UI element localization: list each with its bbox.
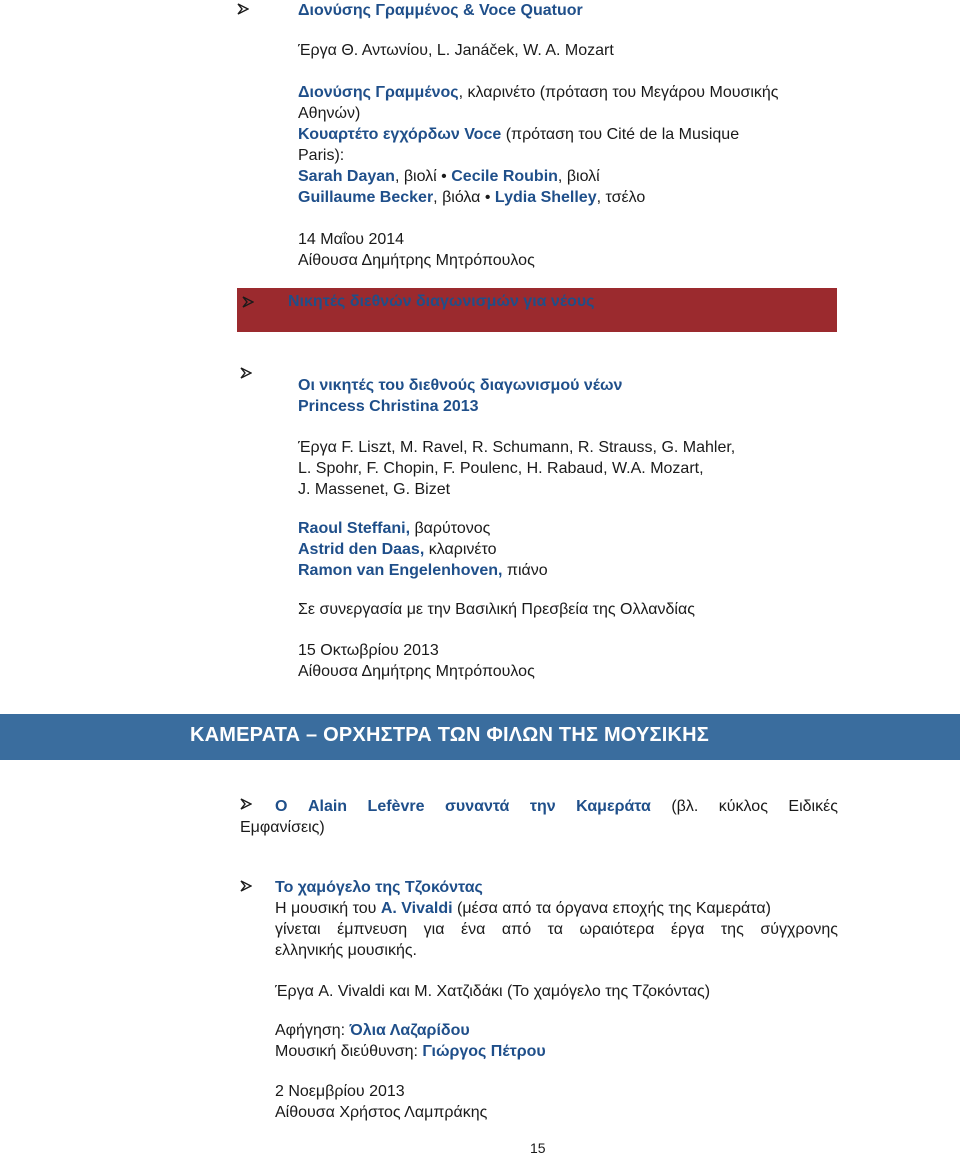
bullet-arrow-icon — [237, 3, 249, 15]
banner-red-title: Νικητές διεθνών διαγωνισμών για νέους — [288, 293, 595, 310]
member-role: , βιολί • — [394, 168, 452, 185]
page-number: 15 — [530, 1140, 546, 1156]
performer-name: Raoul Steffani, — [298, 520, 411, 537]
word: συναντά — [444, 798, 510, 815]
word: έργα — [670, 921, 705, 938]
section3-line-2: Εμφανίσεις) — [240, 819, 325, 836]
composer-name: Α. Vivaldi — [380, 900, 453, 917]
member-name: Lydia Shelley — [494, 189, 597, 206]
member-role: , βιόλα • — [433, 189, 495, 206]
conductor-name: Γιώργος Πέτρου — [422, 1043, 546, 1060]
section2-works-c: J. Massenet, G. Bizet — [298, 481, 451, 498]
performer-role: πιάνο — [502, 562, 548, 579]
word: τα — [547, 921, 563, 938]
text: (μέσα από τα όργανα εποχής της Καμεράτα) — [452, 900, 771, 917]
section4-works: Έργα A. Vivaldi και Μ. Χατζιδάκι (Το χαμόγελο της Τζοκόντας) — [275, 983, 711, 1000]
section2-date: 15 Οκτωβρίου 2013 — [298, 642, 439, 659]
word: (βλ. — [671, 798, 699, 815]
word: ένα — [461, 921, 486, 938]
member-name: Sarah Dayan — [298, 168, 395, 185]
members-line-1 — [298, 166, 600, 187]
bullet-arrow-icon — [240, 798, 252, 810]
banner-blue — [0, 714, 960, 760]
word: σύγχρονης — [760, 921, 838, 938]
section1-date: 14 Μαΐου 2014 — [298, 231, 405, 248]
word: Alain — [307, 798, 348, 815]
quartet-line-a — [298, 124, 739, 145]
word: γίνεται — [275, 921, 321, 938]
section1-title: Διονύσης Γραμμένος & Voce Quatuor — [298, 2, 583, 19]
section2-collab: Σε συνεργασία με την Βασιλική Πρεσβεία της Ολλανδίας — [298, 601, 695, 618]
bullet-arrow-icon — [240, 880, 252, 892]
bullet-arrow-icon — [242, 296, 254, 308]
narration-label: Αφήγηση: — [275, 1022, 350, 1039]
section1-works: Έργα Θ. Αντωνίου, L. Janáček, W. A. Mozart — [298, 42, 614, 59]
word: κύκλος — [718, 798, 768, 815]
section3-line-1 — [275, 796, 838, 817]
word: ωραιότερα — [579, 921, 655, 938]
performer1-name: Διονύσης Γραμμένος — [298, 84, 459, 101]
performer1-line-b: Αθηνών) — [298, 105, 361, 122]
narrator-name: Όλια Λαζαρίδου — [349, 1022, 470, 1039]
section4-line-3: ελληνικής μουσικής. — [275, 942, 417, 959]
conductor-label: Μουσική διεύθυνση: — [275, 1043, 423, 1060]
performer-role: βαρύτονος — [410, 520, 491, 537]
conductor-line — [275, 1041, 546, 1062]
bullet-arrow-icon — [240, 367, 252, 379]
banner-blue-title: ΚΑΜΕΡΑΤΑ – ΟΡΧΗΣΤΡΑ ΤΩΝ ΦΙΛΩΝ ΤΗΣ ΜΟΥΣΙΚΗΣ — [190, 724, 709, 746]
word: Καμεράτα — [576, 798, 651, 815]
performer-role: κλαρινέτο — [424, 541, 497, 558]
word: για — [423, 921, 445, 938]
performer-line — [298, 539, 497, 560]
section2-title-a: Οι νικητές του διεθνούς διαγωνισμού νέων — [298, 377, 623, 394]
performer-line — [298, 560, 548, 581]
performer1-desc: , κλαρινέτο (πρόταση του Μεγάρου Μουσικής — [458, 84, 779, 101]
section4-line-1 — [275, 898, 771, 919]
member-role: , τσέλο — [596, 189, 646, 206]
quartet-name: Κουαρτέτο εγχόρδων Voce — [298, 126, 502, 143]
section4-line-2 — [275, 919, 838, 940]
performer-line — [298, 518, 490, 539]
word: την — [529, 798, 556, 815]
section2-venue: Αίθουσα Δημήτρης Μητρόπουλος — [298, 663, 535, 680]
section1-venue: Αίθουσα Δημήτρης Μητρόπουλος — [298, 252, 535, 269]
word: της — [720, 921, 744, 938]
performer-name: Astrid den Daas, — [298, 541, 425, 558]
performer-name: Ramon van Engelenhoven, — [298, 562, 503, 579]
word: από — [501, 921, 532, 938]
performer1-line-a — [298, 82, 779, 103]
member-role: , βιολί — [557, 168, 600, 185]
quartet-desc: (πρόταση του Cité de la Musique — [501, 126, 740, 143]
section2-title-b: Princess Christina 2013 — [298, 398, 479, 415]
member-name: Cecile Roubin — [451, 168, 558, 185]
members-line-2 — [298, 187, 645, 208]
section4-venue: Αίθουσα Χρήστος Λαμπράκης — [275, 1104, 488, 1121]
word: έμπνευση — [337, 921, 408, 938]
word: Lefèvre — [367, 798, 425, 815]
word: Ειδικές — [788, 798, 838, 815]
text: Η μουσική του — [275, 900, 381, 917]
word: Ο — [275, 798, 288, 815]
member-name: Guillaume Becker — [298, 189, 434, 206]
narration-line — [275, 1020, 470, 1041]
section4-date: 2 Νοεμβρίου 2013 — [275, 1083, 405, 1100]
quartet-line-b: Paris): — [298, 147, 345, 164]
section4-title: Το χαμόγελο της Τζοκόντας — [275, 879, 483, 896]
section2-works-a: Έργα F. Liszt, M. Ravel, R. Schumann, R. Strauss, G. Mahler, — [298, 439, 736, 456]
section2-works-b: L. Spohr, F. Chopin, F. Poulenc, H. Rabaud, W.A. Mozart, — [298, 460, 704, 477]
